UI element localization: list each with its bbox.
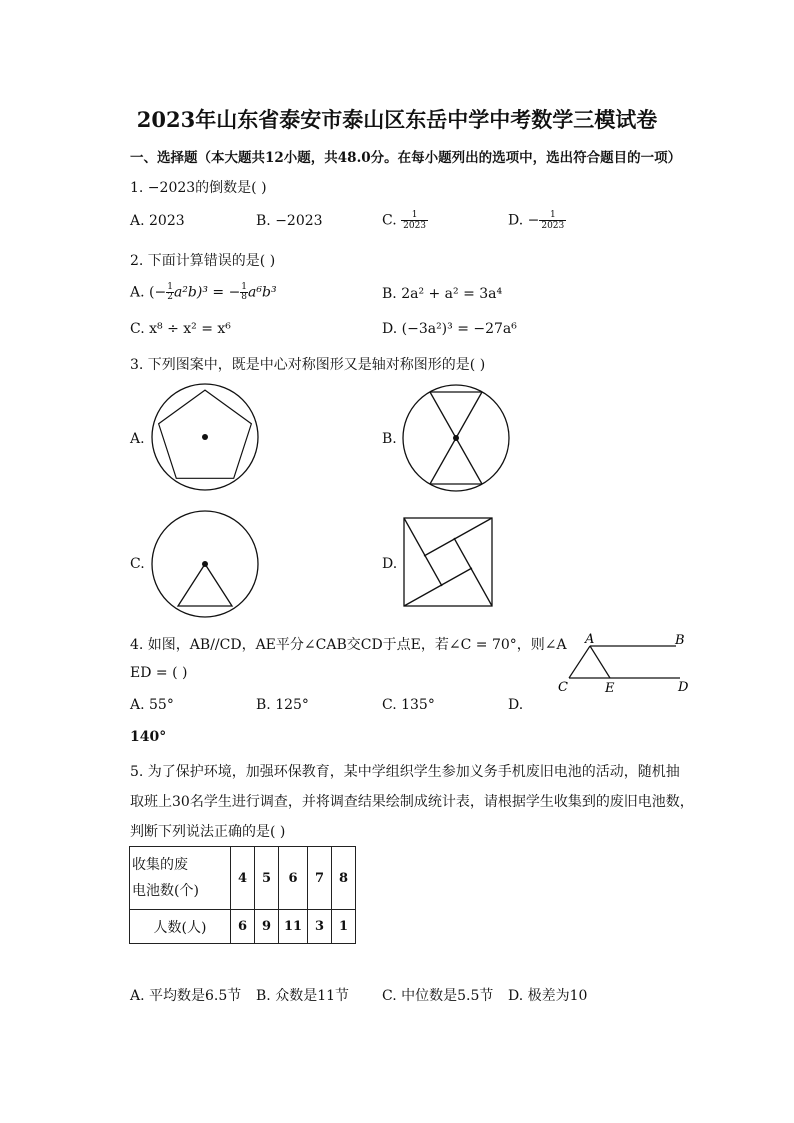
q4-option-d-value: 140° [130, 729, 167, 745]
table-cell: 8 [332, 847, 356, 910]
q4-parallel-lines-figure [555, 630, 695, 696]
q4-option-a: A. 55° [130, 697, 174, 713]
q2-option-a: A. (− $\frac{1}{2}$ a²b)³ = − $\frac{1}{8}$ a⁶b³ [130, 282, 277, 302]
q1-option-a: A. 2023 [130, 213, 185, 229]
q3-figure-b-hourglass-in-circle [402, 384, 512, 494]
q5-option-b: B. 众数是11节 [256, 988, 350, 1004]
table-cell: 11 [279, 910, 308, 944]
q3-option-d-label: D. [382, 556, 398, 572]
q3-option-b-label: B. [382, 431, 397, 447]
q5-option-c: C. 中位数是5.5节 [382, 988, 494, 1004]
table-cell: 6 [279, 847, 308, 910]
table-cell: 9 [255, 910, 279, 944]
q3-figure-a-pentagon-in-circle [150, 382, 262, 494]
q4-label-e: E [605, 681, 615, 696]
q1-d-fraction: $\frac{1}{2023}$ [541, 210, 565, 231]
table-cell: 7 [308, 847, 332, 910]
section-heading: 一、选择题（本大题共12小题，共48.0分。在每小题列出的选项中，选出符合题目的一项） [130, 150, 682, 166]
q4-label-a: A [585, 632, 595, 647]
q1-option-b: B. −2023 [256, 213, 323, 229]
table-cell: 1 [332, 910, 356, 944]
table-cell: 6 [231, 910, 255, 944]
q3-option-a-label: A. [130, 431, 145, 447]
q5-statistics-table [129, 846, 356, 944]
q3-stem: 3. 下列图案中，既是中心对称图形又是轴对称图形的是( ) [130, 357, 486, 373]
table-header-cell: 收集的废 电池数(个) [130, 847, 231, 910]
q1-c-fraction: $\frac{1}{2023}$ [403, 210, 427, 231]
q5-stem-line1: 5. 为了保护环境，加强环保教育，某中学组织学生参加义务手机废旧电池的活动，随机抽 [130, 764, 680, 780]
q3-figure-d-pinwheel-square [403, 517, 495, 609]
table-row [130, 847, 356, 910]
q4-label-d: D [678, 680, 689, 695]
q4-option-c: C. 135° [382, 697, 435, 713]
q2-option-d: D. (−3a²)³ = −27a⁶ [382, 321, 517, 337]
table-cell: 4 [231, 847, 255, 910]
q4-stem-line1: 4. 如图，AB//CD，AE平分∠CAB交CD于点E，若∠C = 70°，则∠A [130, 637, 567, 653]
q5-stem-line3: 判断下列说法正确的是( ) [130, 824, 286, 840]
q4-option-b: B. 125° [256, 697, 309, 713]
q5-stem-line2: 取班上30名学生进行调查，并将调查结果绘制成统计表，请根据学生收集到的废旧电池数， [130, 794, 694, 810]
q4-option-d: D. [508, 697, 524, 713]
table-cell: 5 [255, 847, 279, 910]
table-cell: 3 [308, 910, 332, 944]
q1-option-d: D. − $\frac{1}{2023}$ [508, 210, 565, 231]
q4-stem-line2: ED = ( ) [130, 665, 188, 681]
q3-option-c-label: C. [130, 556, 145, 572]
q5-option-a: A. 平均数是6.5节 [130, 988, 242, 1004]
q2-stem: 2. 下面计算错误的是( ) [130, 253, 276, 269]
table-header-cell: 人数(人) [130, 910, 231, 944]
paper-title: 2023年山东省泰安市泰山区东岳中学中考数学三模试卷 [136, 107, 658, 132]
q4-label-b: B [675, 633, 685, 648]
q2-option-c: C. x⁸ ÷ x² = x⁶ [130, 321, 231, 337]
q5-option-d: D. 极差为10 [508, 988, 588, 1004]
q3-figure-c-triangle-in-circle [150, 509, 260, 619]
q4-label-c: C [558, 680, 568, 695]
q1-stem: 1. −2023的倒数是( ) [130, 180, 267, 196]
table-row [130, 910, 356, 944]
q1-option-c: C. $\frac{1}{2023}$ [382, 210, 427, 231]
q2-option-b: B. 2a² + a² = 3a⁴ [382, 286, 503, 302]
